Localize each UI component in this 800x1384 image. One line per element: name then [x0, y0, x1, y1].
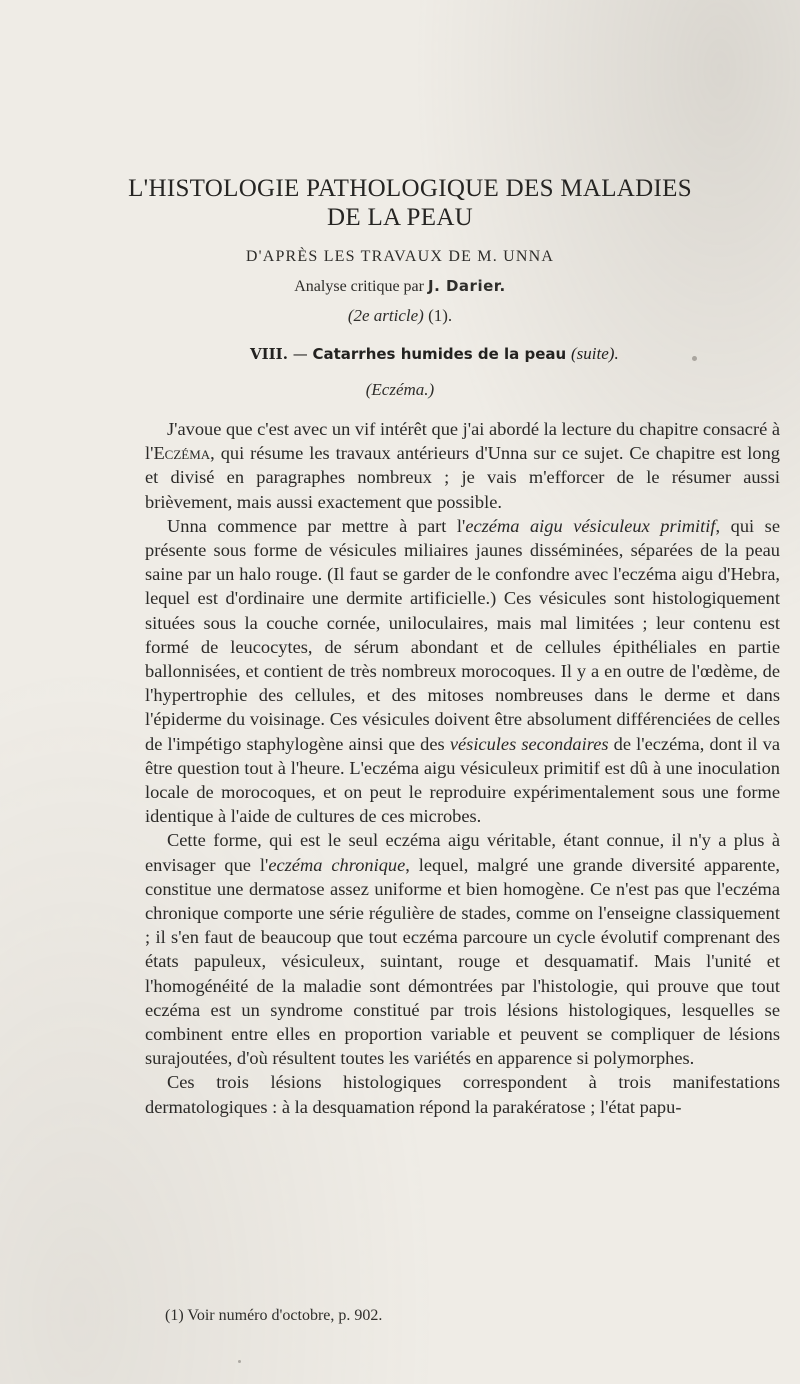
byline-prefix: Analyse critique par	[294, 278, 424, 295]
ink-smudge	[238, 1360, 241, 1363]
section-number: VIII.	[250, 345, 288, 363]
article-number-text: (2e article)	[347, 306, 424, 325]
footnote-reference: (1).	[428, 306, 453, 325]
paragraph-3-text-a: Cette forme, qui est le seul eczéma aigu véritable, étant connue, il n'y a plus à envisager que l'	[145, 830, 780, 875]
paragraph-1-text-a: J'avoue que c'est avec un vif intérêt que j'ai abordé la lecture du chapitre consacré à l'	[145, 419, 780, 464]
section-suite: (suite).	[571, 344, 619, 363]
paragraph-4: Ces trois lésions histologiques correspondent à trois manifestations dermatologiques : à la desquamation répond la parakératose ; l'état papu-	[145, 1072, 780, 1117]
paragraph-1-small-caps: Eczéma	[153, 443, 211, 464]
paragraph-2-text-b: , qui se présente sous forme de vésicules miliaires jaunes disséminées, séparées de la peau saine par un halo rouge. (Il faut se garder de le confondre avec l'eczéma aigu d'Hebra, lequel est d'ordinaire une dermite artificielle.) Ces vésicules sont histologiquement situées sous la couche cornée, uniloculaires, mais mal limitées ; leur contenu est formé de leucocytes, de sérum abondant et de cellules épithéliales en partie ballonnisées, et contient de très nombreux morocoques. Il y a en outre de l'œdème, de l'hypertrophie des cellules, et des mitoses nombreuses dans le derme et dans l'épiderme du voisinage. Ces vésicules doivent être absolument différenciées de celles de l'impétigo staphylogène ainsi que des	[145, 515, 780, 754]
byline	[0, 277, 800, 296]
article-title-line-1: L'HISTOLOGIE PATHOLOGIQUE DES MALADIES	[128, 175, 692, 202]
paragraph-2-italic-2: vésicules secondaires	[449, 733, 609, 754]
paragraph-3-text-b: , lequel, malgré une grande diversité apparente, constitue une dermatose assez uniforme et bien homogène. Ce n'est pas que l'eczéma chronique comporte une série régulière de stades, comme on l'enseigne classiquement ; il s'en faut de beaucoup que tout eczéma parcoure un cycle évolutif comprenant des états papuleux, vésiculeux, suintant, rouge et desquamatif. Mais l'unité et l'homogénéité de la maladie sont démontrées par l'histologie, qui prouve que tout eczéma est un syndrome constitué par trois lésions histologiques, lesquelles se combinent entre elles en proportion variable et peuvent se compliquer de lésions surajoutées, d'où résultent toutes les variétés en apparence si polymorphes.	[145, 854, 780, 1069]
section-subheading: (Eczéma.)	[365, 380, 435, 399]
paragraph-2	[145, 514, 780, 829]
paragraph-2-text-c: de l'eczéma, dont il va être question tout à l'heure. L'eczéma aigu vésiculeux primitif est dû à une inoculation locale de morocoques, et on peut le reproduire expérimentalement sous une forme identique à l'aide de cultures de ces microbes.	[145, 733, 780, 827]
article-number	[0, 306, 800, 326]
paragraph-1-text-b: , qui résume les travaux antérieurs d'Unna sur ce sujet. Ce chapitre est long et divisé en paragraphes nombreux ; je vais m'efforcer de le résumer aussi brièvement, mais aussi exactement que possible.	[145, 443, 780, 512]
ink-smudge	[692, 356, 697, 361]
paragraph-1	[145, 417, 780, 514]
article-subtitle: D'APRÈS LES TRAVAUX DE M. UNNA	[245, 248, 555, 265]
section-dash: —	[292, 345, 308, 363]
article-title-line-2: DE LA PEAU	[326, 204, 474, 231]
section-heading	[250, 344, 619, 364]
byline-author: J. Darier.	[427, 277, 506, 295]
paragraph-2-text-a: Unna commence par mettre à part l'	[167, 515, 466, 536]
paragraph-3-italic: eczéma chronique	[268, 854, 406, 875]
section-name: Catarrhes humides de la peau	[312, 345, 567, 363]
paragraph-3	[145, 828, 780, 1070]
article-body	[145, 417, 780, 1119]
paragraph-2-italic-1: eczéma aigu vésiculeux primitif	[465, 515, 716, 536]
footnote: (1) Voir numéro d'octobre, p. 902.	[165, 1307, 383, 1324]
